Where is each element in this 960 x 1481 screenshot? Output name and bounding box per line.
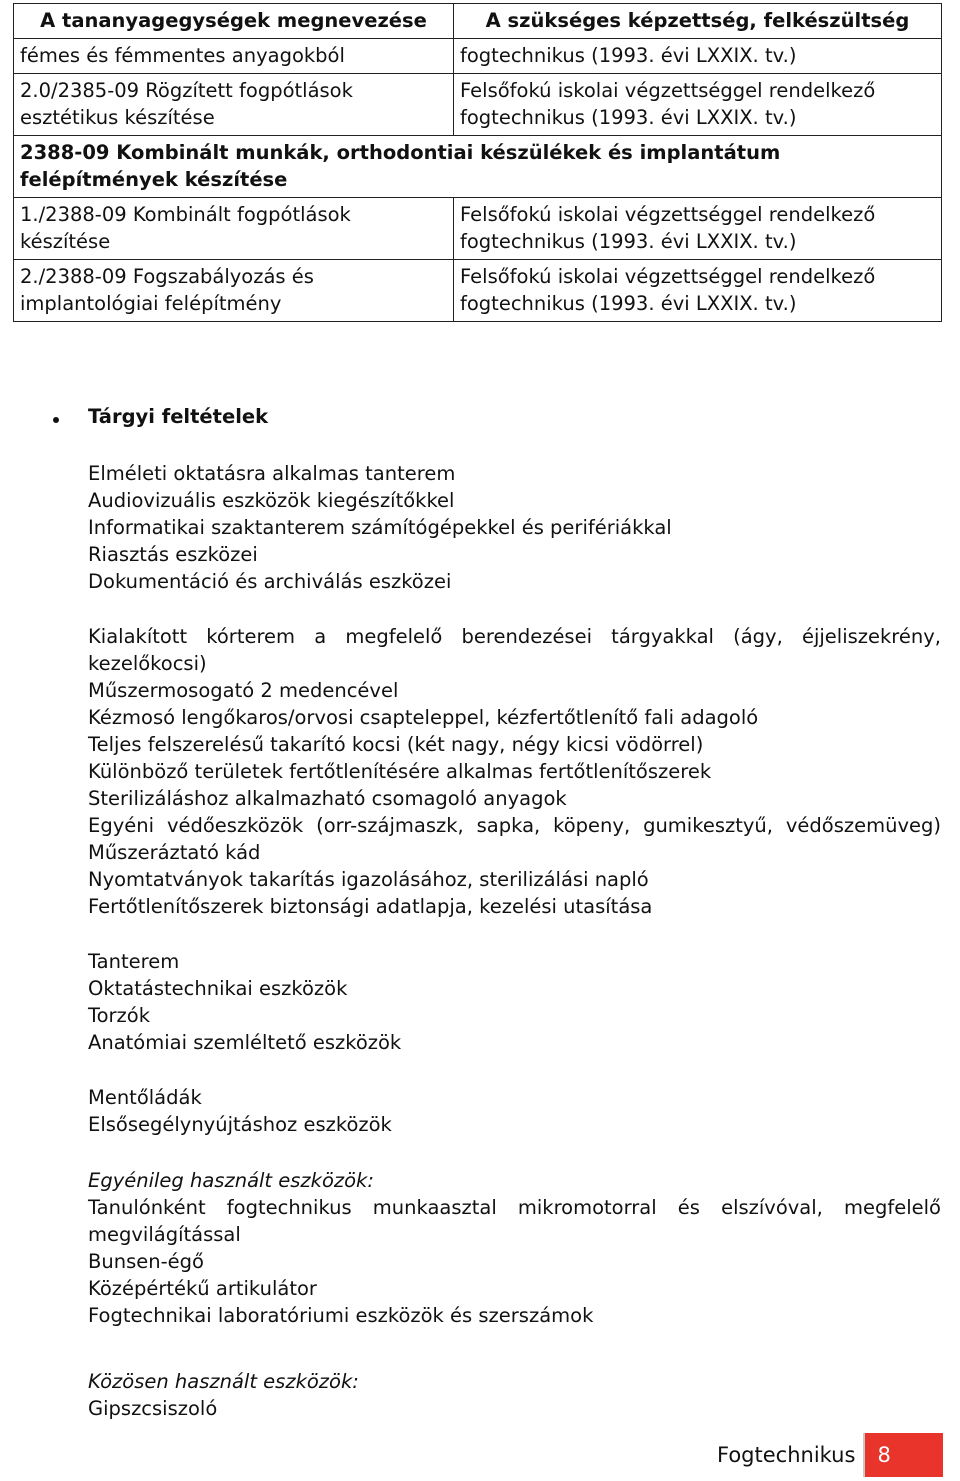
table-row xyxy=(14,260,942,322)
list-item: Fogtechnikai laboratóriumi eszközök és szerszámok xyxy=(88,1304,594,1327)
bullet-icon xyxy=(53,417,59,423)
list-item: Tanulónként fogtechnikus munkaasztal mikromotorral és elszívóval, megfelelő xyxy=(88,1196,941,1219)
page-footer xyxy=(709,1433,943,1477)
list-group-shared xyxy=(88,1368,941,1422)
table-cell-unit: 2.0/2385-09 Rögzített fogpótlások esztétikus készítése xyxy=(14,74,454,136)
list-item: Nyomtatványok takarítás igazolásához, sterilizálási napló xyxy=(88,868,649,891)
table-row xyxy=(14,74,942,136)
list-item: Audiovizuális eszközök kiegészítőkkel xyxy=(88,489,455,512)
list-item: Torzók xyxy=(88,1004,151,1027)
list-item: Teljes felszerelésű takarító kocsi (két nagy, négy kicsi vödörrel) xyxy=(88,733,704,756)
table-cell-unit: fémes és fémmentes anyagokból xyxy=(14,39,454,74)
list-label: Közösen használt eszközök: xyxy=(88,1370,359,1393)
table-section-row xyxy=(14,136,942,198)
requirements-table xyxy=(13,3,942,322)
list-item-continuation: megvilágítással xyxy=(88,1223,241,1246)
list-item: Kialakított kórterem a megfelelő berendezései tárgyakkal (ágy, éjjeliszekrény, xyxy=(88,625,941,648)
footer-title: Fogtechnikus xyxy=(709,1433,865,1477)
list-item: Különböző területek fertőtlenítésére alkalmas fertőtlenítőszerek xyxy=(88,760,712,783)
table-cell-unit: 1./2388-09 Kombinált fogpótlások készítése xyxy=(14,198,454,260)
list-label: Egyénileg használt eszközök: xyxy=(88,1169,374,1192)
page-number: 8 xyxy=(865,1433,943,1477)
list-item: Elméleti oktatásra alkalmas tanterem xyxy=(88,462,456,485)
list-item: Riasztás eszközei xyxy=(88,543,258,566)
table-cell-qualification: fogtechnikus (1993. évi LXXIX. tv.) xyxy=(454,39,942,74)
list-group-individual xyxy=(88,1167,941,1329)
list-item: Fertőtlenítőszerek biztonsági adatlapja, kezelési utasítása xyxy=(88,895,653,918)
list-item: Műszeráztató kád xyxy=(88,841,261,864)
list-group-hygiene xyxy=(88,623,941,920)
table-cell-qualification: Felsőfokú iskolai végzettséggel rendelkező fogtechnikus (1993. évi LXXIX. tv.) xyxy=(454,74,942,136)
list-group-teaching xyxy=(88,948,941,1056)
list-item: Dokumentáció és archiválás eszközei xyxy=(88,570,452,593)
section-heading-text: Tárgyi feltételek xyxy=(88,405,269,428)
list-item: Sterilizáláshoz alkalmazható csomagoló anyagok xyxy=(88,787,567,810)
list-item: Műszermosogató 2 medencével xyxy=(88,679,399,702)
list-group-classroom xyxy=(88,460,941,595)
list-item: Középértékű artikulátor xyxy=(88,1277,317,1300)
list-item: Informatikai szaktanterem számítógépekkel és perifériákkal xyxy=(88,516,672,539)
list-item: Egyéni védőeszközök (orr-szájmaszk, sapka, köpeny, gumikesztyű, védőszemüveg) xyxy=(88,814,941,837)
column-header-qualification: A szükséges képzettség, felkészültség xyxy=(454,4,942,39)
table-cell-qualification: Felsőfokú iskolai végzettséggel rendelkező fogtechnikus (1993. évi LXXIX. tv.) xyxy=(454,260,942,322)
list-item: Elsősegélynyújtáshoz eszközök xyxy=(88,1113,392,1136)
list-group-first-aid xyxy=(88,1084,941,1138)
list-item: Anatómiai szemléltető eszközök xyxy=(88,1031,402,1054)
table-row xyxy=(14,39,942,74)
table-row xyxy=(14,198,942,260)
list-item: Bunsen-égő xyxy=(88,1250,204,1273)
list-item: Kézmosó lengőkaros/orvosi csapteleppel, kézfertőtlenítő fali adagoló xyxy=(88,706,759,729)
column-header-unit: A tananyagegységek megnevezése xyxy=(14,4,454,39)
table-section-title: 2388-09 Kombinált munkák, orthodontiai készülékek és implantátum felépítmények készítése xyxy=(14,136,942,198)
table-cell-unit: 2./2388-09 Fogszabályozás és implantológiai felépítmény xyxy=(14,260,454,322)
table-cell-qualification: Felsőfokú iskolai végzettséggel rendelkező fogtechnikus (1993. évi LXXIX. tv.) xyxy=(454,198,942,260)
list-item: Mentőládák xyxy=(88,1086,202,1109)
list-item: Gipszcsiszoló xyxy=(88,1397,218,1420)
list-item: Oktatástechnikai eszközök xyxy=(88,977,348,1000)
section-heading xyxy=(53,405,268,428)
table-header-row xyxy=(14,4,942,39)
list-item-continuation: kezelőkocsi) xyxy=(88,652,207,675)
list-item: Tanterem xyxy=(88,950,180,973)
